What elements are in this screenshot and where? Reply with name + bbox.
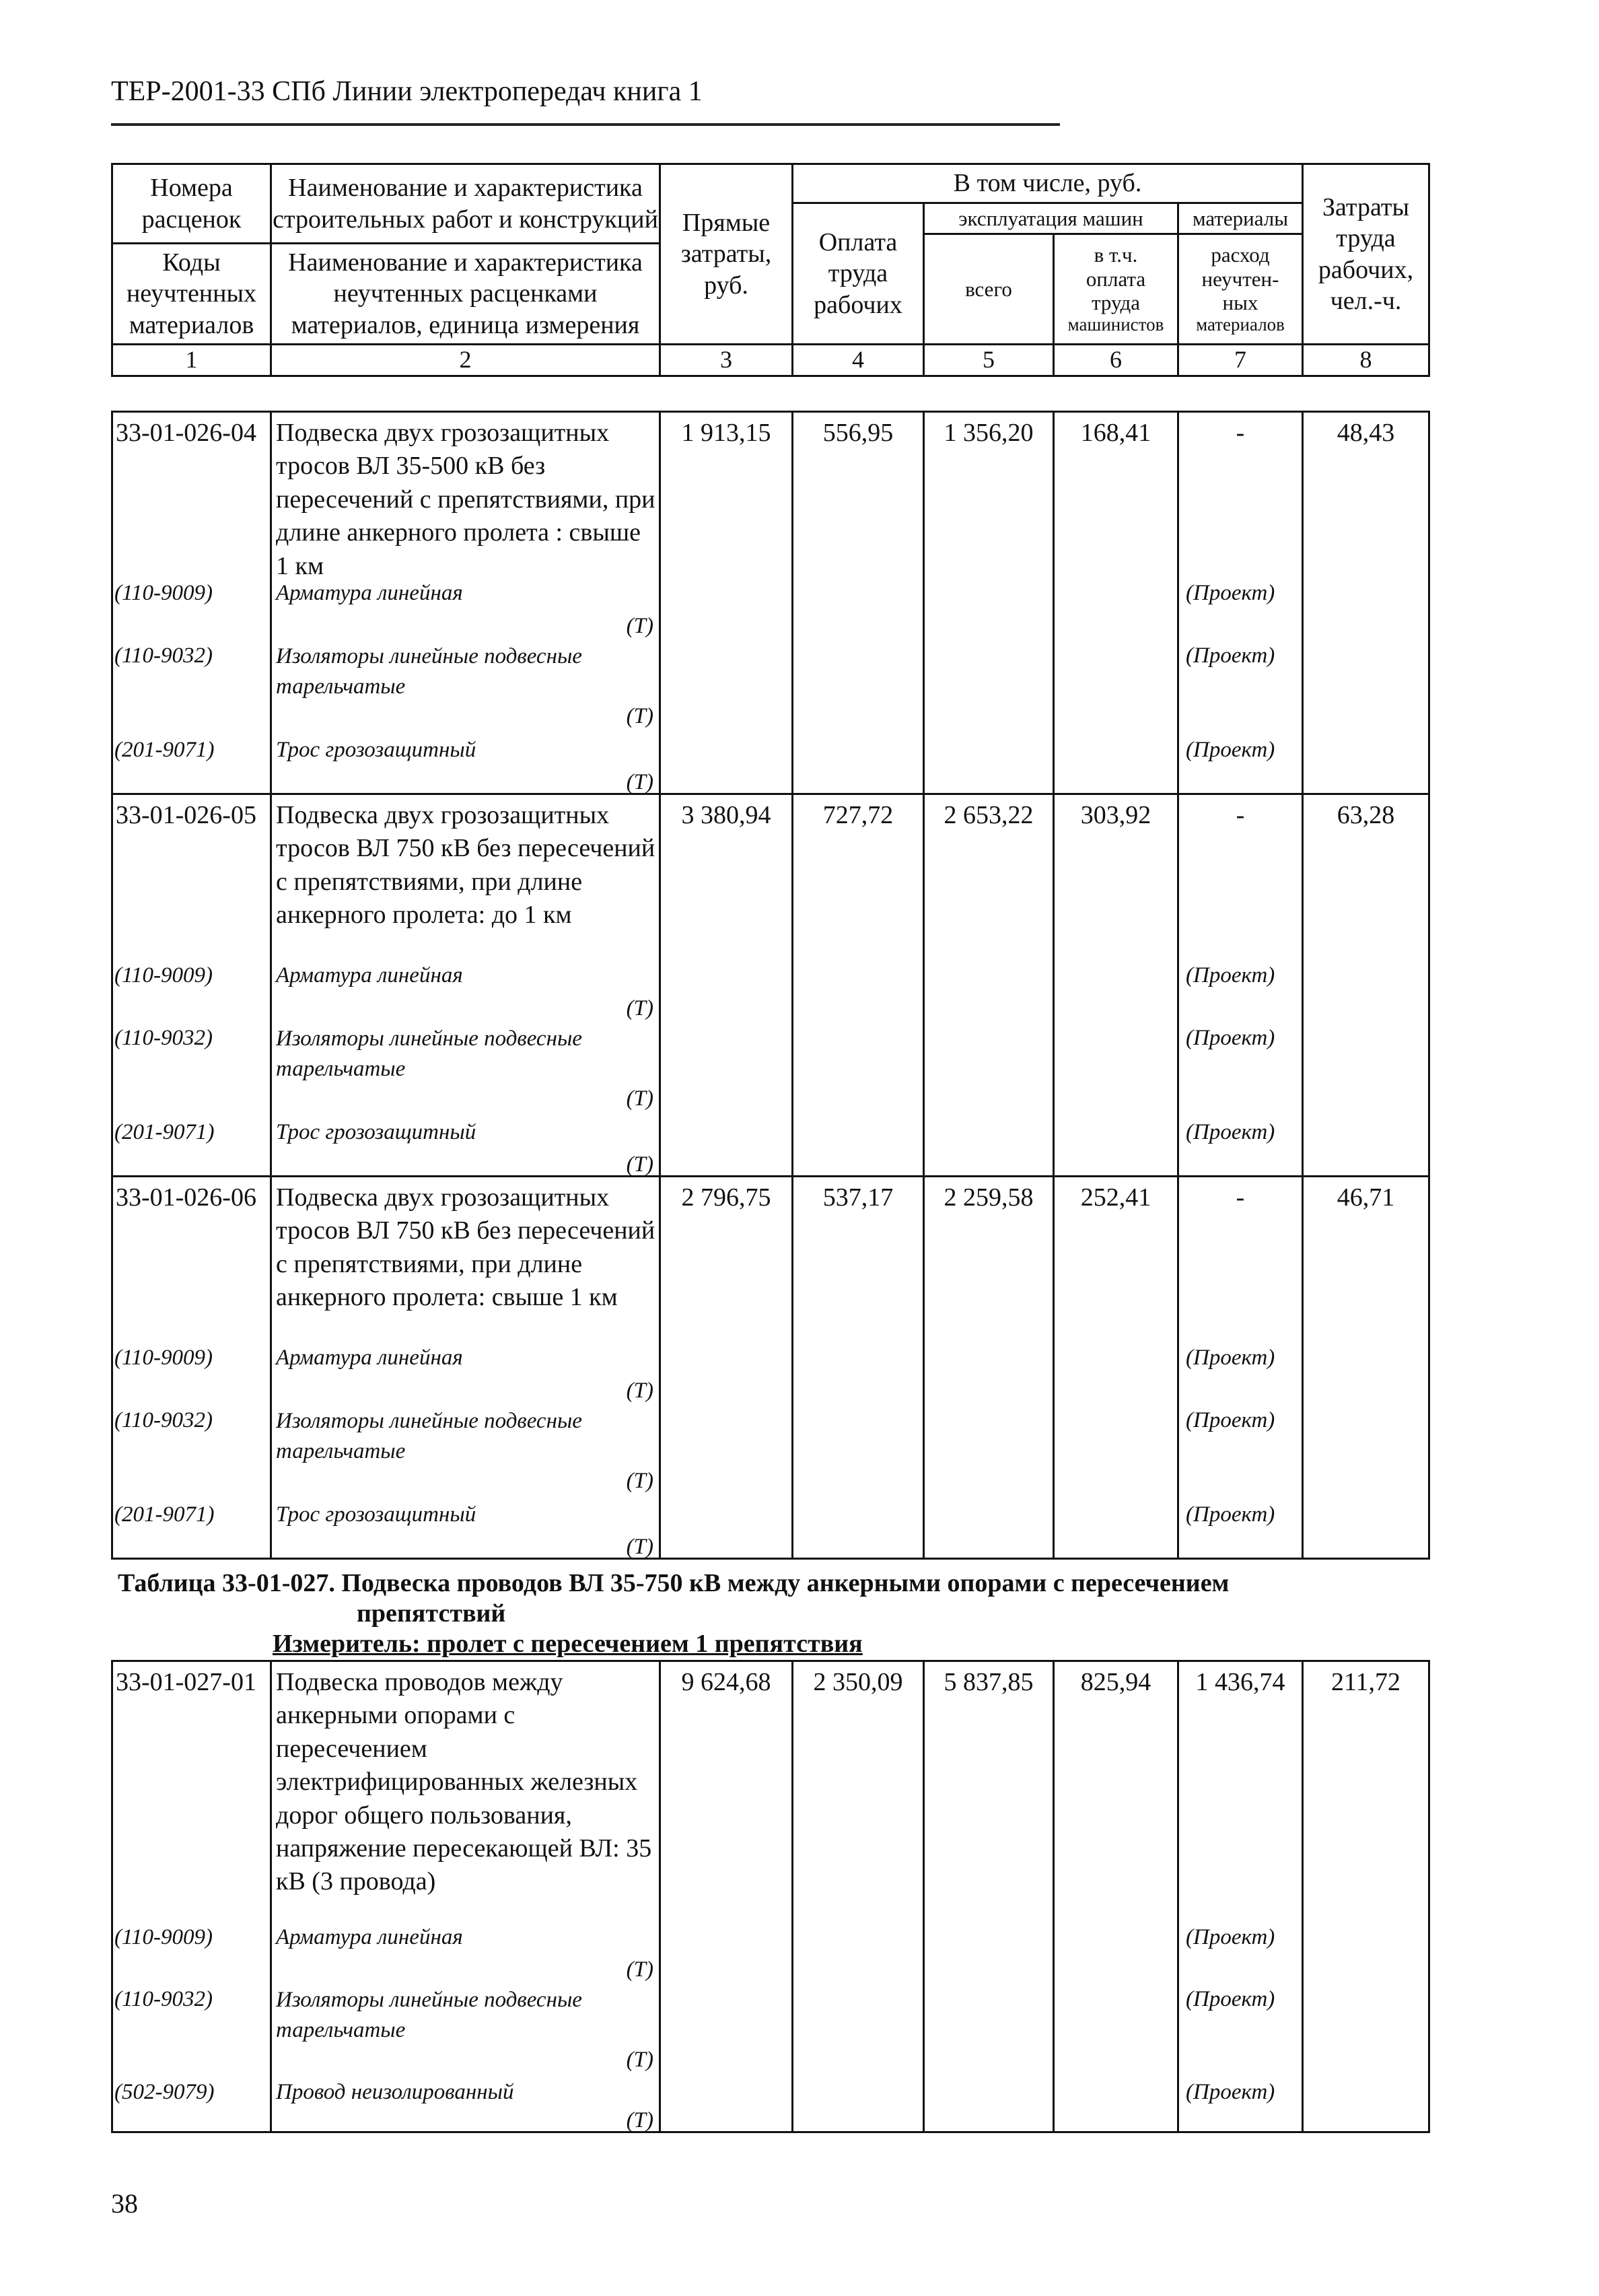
material-name: Изоляторы линейные подвесные тарельчатые xyxy=(276,1409,582,1463)
operator-cost: 825,94 xyxy=(1054,1661,1178,2132)
col1-header-top: Номера расценок xyxy=(112,164,271,244)
col-num-2: 2 xyxy=(271,345,660,376)
rate-description: Подвеска двух грозозащитных тросов ВЛ 750 кВ без пересечений с препятствиями, при длине анкерного пролета: до 1 км Арматура линейная (Т) Изоляторы линейные подвесные тарельчатые (Т) Трос грозозащитный (Т) xyxy=(271,794,660,1177)
measure-unit: Измеритель: пролет с пересечением 1 препятствия xyxy=(273,1630,863,1658)
material-project: (Проект) xyxy=(1186,1925,1275,1949)
table-caption: Таблица 33-01-027. Подвеска проводов ВЛ 35-750 кВ между анкерными опорами с пересечением xyxy=(118,1569,1230,1597)
labor-hours: 48,43 xyxy=(1303,412,1429,794)
page-title: ТЕР-2001-33 СПб Линии электропередач книга 1 xyxy=(111,76,703,107)
col4-header: Оплата труда рабочих xyxy=(793,203,924,345)
material-name: Трос грозозащитный xyxy=(276,1120,476,1144)
material-project: (Проект) xyxy=(1186,1408,1275,1432)
direct-cost: 1 913,15 xyxy=(660,412,793,794)
col-num-3: 3 xyxy=(660,345,793,376)
material-code: (110-9032) xyxy=(114,1026,213,1050)
rate-description: Подвеска двух грозозащитных тросов ВЛ 35-500 кВ без пересечений с препятствиями, при длине анкерного пролета : свыше 1 км Арматура линейная (Т) Изоляторы линейные подвесные тарельчатые (Т) Трос грозозащитный (Т) xyxy=(271,412,660,794)
labor-hours: 211,72 xyxy=(1303,1661,1429,2132)
table-row xyxy=(112,412,1429,794)
col7-header: расход неучтен- ных материалов xyxy=(1178,234,1303,345)
material-project: (Проект) xyxy=(1186,1026,1275,1050)
material-unit: (Т) xyxy=(626,996,653,1020)
material-name: Арматура линейная xyxy=(276,1925,463,1949)
col5-header: всего xyxy=(924,234,1054,345)
rate-code: 33-01-026-05 (110-9009) (110-9032) (201-9071) xyxy=(112,794,271,1177)
materials-header: материалы xyxy=(1178,203,1303,234)
material-code: (110-9009) xyxy=(114,1346,213,1370)
table-row xyxy=(112,1177,1429,1559)
col2-header-top: Наименование и характеристика строительных работ и конструкций xyxy=(271,164,660,244)
material-name: Изоляторы линейные подвесные тарельчатые xyxy=(276,644,582,699)
material-name: Трос грозозащитный xyxy=(276,738,476,762)
material-code: (201-9071) xyxy=(114,1502,215,1527)
table-caption-continued: препятствий xyxy=(357,1599,506,1628)
labor-hours: 46,71 xyxy=(1303,1177,1429,1559)
machine-cost: 1 356,20 xyxy=(924,412,1054,794)
material-code: (110-9009) xyxy=(114,581,213,605)
material-name: Трос грозозащитный xyxy=(276,1502,476,1527)
material-name: Арматура линейная xyxy=(276,581,463,605)
material-name: Арматура линейная xyxy=(276,1346,463,1370)
col-num-1: 1 xyxy=(112,345,271,376)
labor-cost: 556,95 xyxy=(793,412,924,794)
material-code: (502-9079) xyxy=(114,2080,215,2104)
direct-cost: 3 380,94 xyxy=(660,794,793,1177)
material-code: (110-9009) xyxy=(114,1925,213,1949)
rates-table-2 xyxy=(111,1660,1430,2133)
labor-cost: 2 350,09 xyxy=(793,1661,924,2132)
col-num-4: 4 xyxy=(793,345,924,376)
material-code: (110-9009) xyxy=(114,963,213,987)
col-num-6: 6 xyxy=(1054,345,1178,376)
col-num-7: 7 xyxy=(1178,345,1303,376)
rate-code: 33-01-026-04 (110-9009) (110-9032) (201-9071) xyxy=(112,412,271,794)
labor-hours: 63,28 xyxy=(1303,794,1429,1177)
machine-cost: 5 837,85 xyxy=(924,1661,1054,2132)
material-name: Изоляторы линейные подвесные тарельчатые xyxy=(276,1988,582,2042)
material-unit: (Т) xyxy=(626,770,653,794)
material-project: (Проект) xyxy=(1186,1346,1275,1370)
material-unit: (Т) xyxy=(626,1535,653,1559)
material-name: Провод неизолированный xyxy=(276,2080,514,2104)
material-project: (Проект) xyxy=(1186,581,1275,605)
rates-table xyxy=(111,411,1430,1560)
material-project: (Проект) xyxy=(1186,643,1275,668)
material-project: (Проект) xyxy=(1186,2080,1275,2104)
material-project: (Проект) xyxy=(1186,1120,1275,1144)
labor-cost: 727,72 xyxy=(793,794,924,1177)
col-num-8: 8 xyxy=(1303,345,1429,376)
col6-header: в т.ч. оплата труда машинистов xyxy=(1054,234,1178,345)
rate-description: Подвеска проводов между анкерными опорами с пересечением электрифицированных железных дорог общего пользования, напряжение пересекающей ВЛ: 35 кВ (3 провода) Арматура линейная (Т) Изоляторы линейные подвесные тарельчатые (Т) Провод неизолированный (Т) xyxy=(271,1661,660,2132)
table-row xyxy=(112,794,1429,1177)
material-unit: (Т) xyxy=(626,1957,653,1982)
material-code: (201-9071) xyxy=(114,1120,215,1144)
material-name: Арматура линейная xyxy=(276,963,463,987)
machines-header: эксплуатация машин xyxy=(924,203,1178,234)
machine-cost: 2 259,58 xyxy=(924,1177,1054,1559)
material-code: (110-9032) xyxy=(114,1408,213,1432)
materials-cost: - (Проект) (Проект) (Проект) xyxy=(1178,794,1303,1177)
machine-cost: 2 653,22 xyxy=(924,794,1054,1177)
rate-code: 33-01-027-01 (110-9009) (110-9032) (502-9079) xyxy=(112,1661,271,2132)
operator-cost: 168,41 xyxy=(1054,412,1178,794)
material-unit: (Т) xyxy=(626,704,653,728)
material-unit: (Т) xyxy=(626,1469,653,1493)
material-name: Изоляторы линейные подвесные тарельчатые xyxy=(276,1027,582,1081)
material-project: (Проект) xyxy=(1186,738,1275,762)
col3-header: Прямые затраты, руб. xyxy=(660,164,793,345)
page-number: 38 xyxy=(111,2188,138,2219)
col-num-5: 5 xyxy=(924,345,1054,376)
material-unit: (Т) xyxy=(626,2108,653,2132)
operator-cost: 252,41 xyxy=(1054,1177,1178,1559)
material-project: (Проект) xyxy=(1186,963,1275,987)
material-project: (Проект) xyxy=(1186,1987,1275,2011)
material-unit: (Т) xyxy=(626,614,653,638)
material-unit: (Т) xyxy=(626,1152,653,1177)
col8-header: Затраты труда рабочих, чел.-ч. xyxy=(1303,164,1429,345)
labor-cost: 537,17 xyxy=(793,1177,924,1559)
material-project: (Проект) xyxy=(1186,1502,1275,1527)
material-unit: (Т) xyxy=(626,1086,653,1111)
incl-header: В том числе, руб. xyxy=(793,164,1303,203)
rate-code: 33-01-026-06 (110-9009) (110-9032) (201-9071) xyxy=(112,1177,271,1559)
col2-header-bottom: Наименование и характеристика неучтенных расценками материалов, единица измерения xyxy=(271,244,660,345)
direct-cost: 2 796,75 xyxy=(660,1177,793,1559)
materials-cost: 1 436,74 (Проект) (Проект) (Проект) xyxy=(1178,1661,1303,2132)
rate-description: Подвеска двух грозозащитных тросов ВЛ 750 кВ без пересечений с препятствиями, при длине анкерного пролета: свыше 1 км Арматура линейная (Т) Изоляторы линейные подвесные тарельчатые (Т) Трос грозозащитный (Т) xyxy=(271,1177,660,1559)
material-code: (110-9032) xyxy=(114,643,213,668)
material-unit: (Т) xyxy=(626,2048,653,2072)
materials-cost: - (Проект) (Проект) (Проект) xyxy=(1178,1177,1303,1559)
material-unit: (Т) xyxy=(626,1379,653,1403)
header-rule xyxy=(111,123,1060,126)
materials-cost: - (Проект) (Проект) (Проект) xyxy=(1178,412,1303,794)
col1-header-bottom: Коды неучтенных материалов xyxy=(112,244,271,345)
material-code: (110-9032) xyxy=(114,1987,213,2011)
material-code: (201-9071) xyxy=(114,738,215,762)
header-table xyxy=(111,163,1430,377)
direct-cost: 9 624,68 xyxy=(660,1661,793,2132)
table-row xyxy=(112,1661,1429,2132)
operator-cost: 303,92 xyxy=(1054,794,1178,1177)
